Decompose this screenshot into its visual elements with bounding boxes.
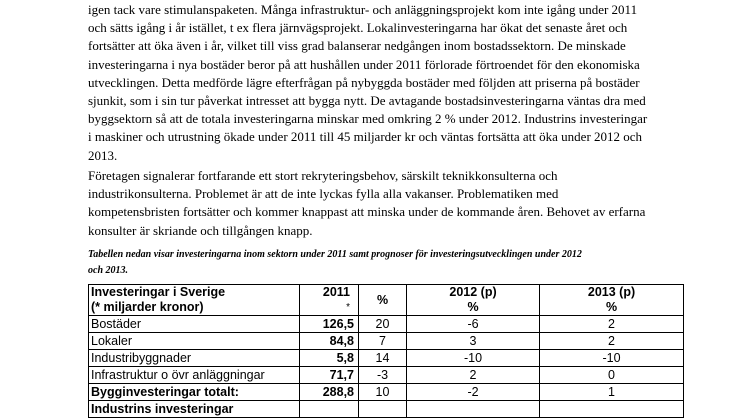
text-line: kompetensbristen fortsätter och kommer knappast att minska under de kommande åren. Behovet av erfarna (88, 204, 646, 220)
text-line: investeringarna i nya bostäder beror på att hushållen under 2011 förlorade förtroendet för den ekonomiska (88, 56, 640, 72)
row-label: Bostäder (89, 316, 300, 333)
table-header-row (89, 285, 684, 316)
row-forecast-2013: 2 (540, 333, 684, 350)
row-forecast-2013: 0 (540, 367, 684, 384)
row-label: Infrastruktur o övr anläggningar (89, 367, 300, 384)
row-value-2011: 71,7 (300, 367, 359, 384)
row-percent: 7 (359, 333, 407, 350)
table-row-total (89, 384, 684, 401)
header-percent: % (359, 285, 407, 316)
row-value-2011 (300, 401, 359, 418)
table-row (89, 333, 684, 350)
header-2012: 2012 (p) % (407, 285, 540, 316)
table-row (89, 367, 684, 384)
row-forecast-2012: 3 (407, 333, 540, 350)
row-percent: 14 (359, 350, 407, 367)
header-2011: 2011 * (300, 285, 359, 316)
row-forecast-2013 (540, 401, 684, 418)
row-forecast-2013: 1 (540, 384, 684, 401)
table-row (89, 401, 684, 418)
text-line: industrikonsulterna. Problemet är att de inte lyckas fylla alla vakanser. Problematiken med (88, 186, 559, 202)
text-line: byggsektorn så att de totala investeringarna minskar med omkring 2 % under 2012. Industrins investeringar (88, 111, 648, 127)
text-line: konsulter är skriande och tillgången knapp. (88, 222, 313, 238)
row-percent: 20 (359, 316, 407, 333)
table-row (89, 316, 684, 333)
row-percent: -3 (359, 367, 407, 384)
row-value-2011: 126,5 (300, 316, 359, 333)
text-line: igen tack vare stimulanspaketen. Många infrastruktur- och anläggningsprojekt kom inte igång under 2011 (88, 2, 638, 17)
row-forecast-2013: 2 (540, 316, 684, 333)
text-line: utvecklingen. Detta medförde lägre efterfrågan på nybyggda bostäder med följden att priserna på bostäder (88, 74, 640, 90)
table-caption (88, 247, 688, 278)
caption-line: Tabellen nedan visar investeringarna inom sektorn under 2011 samt prognoser för investeringsutvecklingen under 2012 (88, 249, 582, 260)
row-value-2011: 5,8 (300, 350, 359, 367)
text-line: Företagen signalerar fortfarande ett stort rekryteringsbehov, särskilt teknikkonsulterna och (88, 168, 558, 183)
row-forecast-2012: -10 (407, 350, 540, 367)
row-forecast-2012: 2 (407, 367, 540, 384)
row-forecast-2013: -10 (540, 350, 684, 367)
row-percent: 10 (359, 384, 407, 401)
paragraph-investments (88, 1, 688, 165)
table-row (89, 350, 684, 367)
investments-table (88, 284, 684, 418)
row-percent (359, 401, 407, 418)
header-2013: 2013 (p) % (540, 285, 684, 316)
text-line: fortsätter att öka även i år, vilket till viss grad balanserar nedgången inom bostadssektorn. De minskade (88, 38, 626, 54)
row-value-2011: 84,8 (300, 333, 359, 350)
row-forecast-2012: -2 (407, 384, 540, 401)
row-forecast-2012: -6 (407, 316, 540, 333)
row-label: Lokaler (89, 333, 300, 350)
header-category: Investeringar i Sverige (* miljarder kronor) (89, 285, 300, 316)
row-value-2011: 288,8 (300, 384, 359, 401)
paragraph-recruitment (88, 167, 688, 240)
row-label: Industrins investeringar (89, 401, 300, 418)
text-line: sjunkit, som i sin tur påverkat intresset att bygga nytt. De avtagande bostadsinvesteringarna väntas dra med (88, 93, 646, 109)
text-line: i maskiner och utrustning ökade under 2011 till 45 miljarder kr och väntas fortsätta att öka under 2012 och (88, 129, 643, 145)
caption-line: och 2013. (88, 264, 128, 276)
text-line: 2013. (88, 147, 118, 163)
text-line: och sätts igång i år istället, t ex flera järnvägsprojekt. Lokalinvesteringarna har ökat det senaste året och (88, 20, 628, 36)
row-label: Industribyggnader (89, 350, 300, 367)
row-label: Bygginvesteringar totalt: (89, 384, 300, 401)
row-forecast-2012 (407, 401, 540, 418)
